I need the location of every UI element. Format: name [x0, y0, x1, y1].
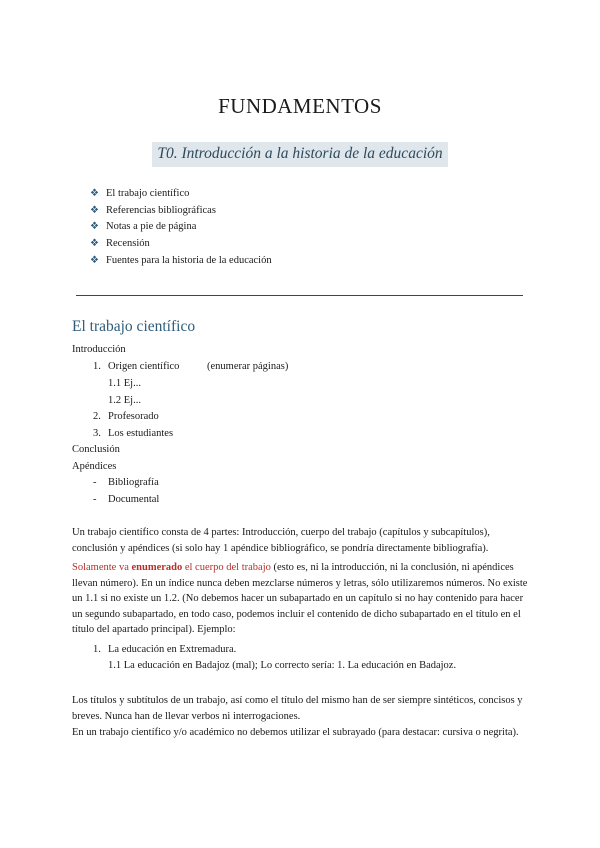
highlighted-text: el cuerpo del trabajo	[182, 562, 271, 573]
outline-item: Origen científico	[108, 361, 180, 372]
paragraph: Solamente va enumerado el cuerpo del trabajo (esto es, ni la introducción, ni la conclusión, ni apéndices llevan número). En un índice nunca deben mezclarse números y letras, sólo utilizaremos números. No existe un 1.1 si no existe un 1.2. (No debemos hacer un subapartado en un capítulo si no hay contenido para hacer un segundo subapartado, en todo caso, podemos incluir el contenido de dicho subapartado en el título en el título del apartado principal). Ejemplo:	[72, 562, 528, 635]
outline-subitem: 1.1 Ej...	[108, 378, 141, 389]
outline-item: Los estudiantes	[108, 428, 174, 439]
outline-introduction: Introducción	[72, 344, 126, 355]
topic-item: ❖ Recensión	[90, 236, 272, 253]
outline-conclusion: Conclusión	[72, 444, 120, 455]
outline-appendices: Apéndices	[72, 461, 117, 472]
outline-subitem: 1.2 Ej...	[108, 395, 141, 406]
subtitle-wrapper	[0, 142, 600, 167]
dash-bullet: -	[93, 477, 97, 488]
paragraph: Un trabajo científico consta de 4 partes: Introducción, cuerpo del trabajo (capítulos y subcapítulos), conclusión y apéndices (si solo hay 1 apéndice bibliográfico, se pondría directamente bibliografía).	[72, 527, 490, 554]
diamond-bullet-icon: ❖	[90, 204, 99, 216]
diamond-bullet-icon: ❖	[90, 188, 99, 199]
topic-item: ❖ El trabajo científico	[90, 186, 272, 203]
example-number: 1.	[93, 644, 101, 655]
dash-bullet: -	[93, 494, 97, 505]
outline-number: 2.	[93, 411, 101, 422]
diamond-bullet-icon: ❖	[90, 238, 99, 250]
example-subitem: 1.1 La educación en Badajoz (mal); Lo correcto sería: 1. La educación en Badajoz.	[108, 660, 457, 671]
horizontal-divider	[76, 295, 523, 296]
outline-item: Profesorado	[108, 411, 159, 422]
example-item: La educación en Extremadura.	[108, 644, 237, 655]
topic-item: ❖ Notas a pie de página	[90, 219, 272, 236]
outline-appendix-item: Bibliografía	[108, 477, 159, 488]
highlighted-text: Solamente va	[72, 562, 132, 573]
diamond-bullet-icon: ❖	[90, 221, 99, 233]
outline-number: 3.	[93, 428, 101, 439]
highlighted-bold-text: enumerado	[131, 562, 183, 573]
paragraph: En un trabajo científico y/o académico no debemos utilizar el subrayado (para destacar: cursiva o negrita).	[72, 727, 519, 738]
outline-number: 1.	[93, 361, 101, 372]
diamond-bullet-icon: ❖	[90, 254, 99, 266]
topic-list	[90, 186, 272, 269]
subtitle-banner: T0. Introducción a la historia de la educación	[152, 142, 447, 167]
document-title: FUNDAMENTOS	[218, 94, 382, 118]
topic-item: ❖ Fuentes para la historia de la educación	[90, 253, 272, 270]
topic-item: ❖ Referencias bibliográficas	[90, 203, 272, 220]
outline-item-note: (enumerar páginas)	[207, 361, 289, 372]
section-heading: El trabajo científico	[72, 318, 196, 335]
outline-appendix-item: Documental	[108, 494, 160, 505]
paragraph: Los títulos y subtítulos de un trabajo, así como el título del mismo han de ser siempre sintéticos, concisos y breves. Nunca han de llevar verbos ni interrogaciones.	[72, 695, 523, 722]
